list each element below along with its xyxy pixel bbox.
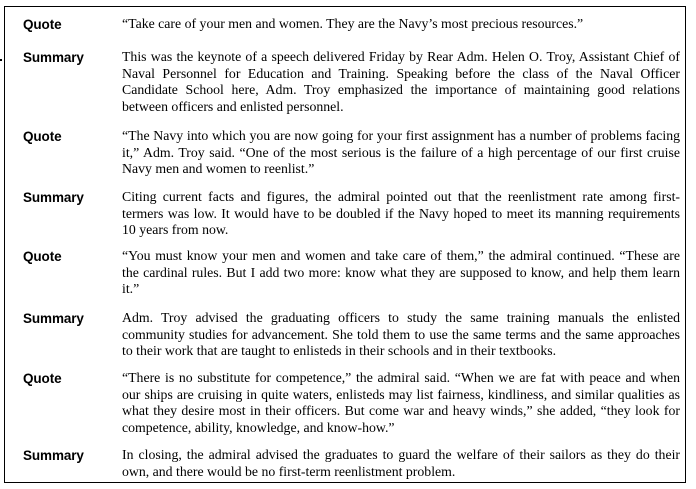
entry-label: Summary	[23, 190, 84, 205]
entry-text: This was the keynote of a speech delivered Friday by Rear Adm. Helen O. Troy, Assistant Chief of Naval Personnel for Education and Training. Speaking before the class of the Naval Officer Candidate School here, Adm. Troy emphasized the importance of maintaining good relations between officers and enlisted personnel.	[122, 49, 680, 114]
entry-text: Citing current facts and figures, the admiral pointed out that the reenlistment rate among first-termers was low. It would have to be doubled if the Navy hoped to meet its manning requirements 10 years from now.	[122, 189, 680, 238]
entry-label: Quote	[23, 371, 62, 386]
entry-label: Summary	[23, 50, 84, 65]
entry-text: “The Navy into which you are now going for your first assignment has a number of problems facing it,” Adm. Troy said. “One of the most serious is the failure of a high percentage of our first cruise Navy men and women to reenlist.”	[122, 128, 680, 177]
entry-text: “Take care of your men and women. They are the Navy’s most precious resources.”	[122, 16, 584, 31]
scan-speck	[0, 59, 2, 61]
entry-label: Quote	[23, 249, 62, 264]
entry-label: Quote	[23, 17, 62, 32]
entry-label: Summary	[23, 448, 84, 463]
quote-summary-table	[4, 6, 686, 483]
entry-text: “You must know your men and women and take care of them,” the admiral continued. “These are the cardinal rules. But I add two more: know what they are supposed to know, and help them learn it.”	[122, 248, 680, 297]
entry-label: Quote	[23, 129, 62, 144]
entry-label: Summary	[23, 311, 84, 326]
entry-text: “There is no substitute for competence,” the admiral said. “When we are fat with peace and when our ships are cruising in quite waters, enlisteds may list fairness, kindliness, and similar qualities as what they desire most in their officers. But come war and heavy winds,” she added, “they look for competence, ability, knowledge, and know-how.”	[122, 370, 680, 435]
entry-text: In closing, the admiral advised the graduates to guard the welfare of their sailors as they do their own, and there would be no first-term reenlistment problem.	[122, 447, 680, 479]
entry-text: Adm. Troy advised the graduating officers to study the same training manuals the enlisted community studies for advancement. She told them to use the same terms and the same approaches to their work that are taught to enlisteds in their schools and in their textbooks.	[122, 310, 680, 359]
